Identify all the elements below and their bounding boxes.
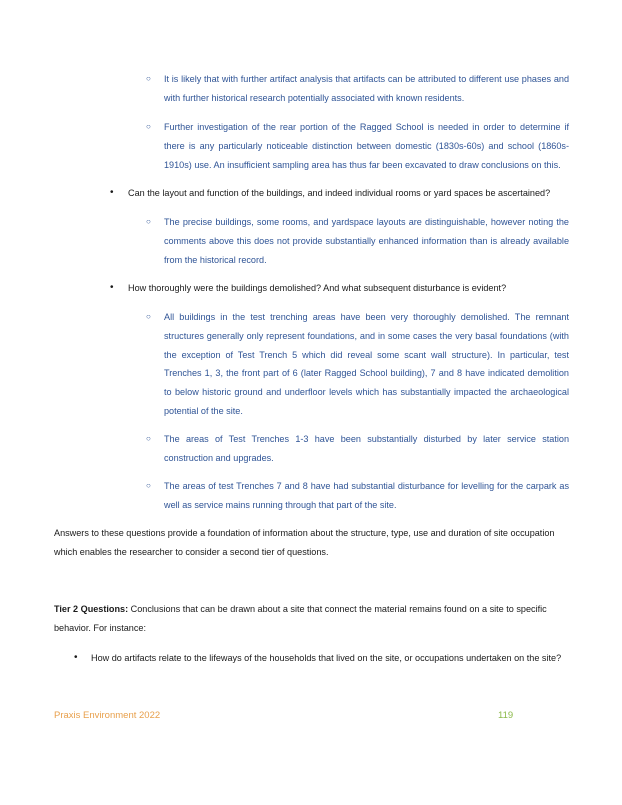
- sub-bullet-text: Further investigation of the rear portion of the Ragged School is needed in order to determine if there is any particularly noticeable distinction between domestic (1830s-60s) and school (1860s-1910s) use. An insufficient sampling area has thus far been excavated to draw conclusions on this.: [164, 122, 569, 170]
- question-bullet-text: How thoroughly were the buildings demolished? And what subsequent disturbance is evident?: [128, 283, 507, 293]
- circle-bullet-icon: ○: [146, 217, 151, 226]
- sub-bullet-text: The areas of Test Trenches 1-3 have been substantially disturbed by later service station construction and upgrades.: [164, 434, 569, 463]
- page-number: 119: [498, 710, 514, 721]
- dot-bullet-icon: •: [110, 187, 114, 198]
- tier2-paragraph: [54, 600, 569, 638]
- tier2-label: Tier 2 Questions:: [54, 604, 129, 614]
- summary-paragraph: Answers to these questions provide a foundation of information about the structure, type, use and duration of site occupation which enables the researcher to consider a second tier of questions.: [54, 528, 555, 557]
- dot-bullet-icon: •: [110, 282, 114, 293]
- circle-bullet-icon: ○: [146, 434, 151, 443]
- circle-bullet-icon: ○: [146, 122, 151, 131]
- tier2-bullet-text: How do artifacts relate to the lifeways of the households that lived on the site, or occupations undertaken on the site?: [91, 653, 562, 663]
- sub-bullet-text: All buildings in the test trenching areas have been very thoroughly demolished. The remnant structures generally only represent foundations, and in some cases the very basal foundations (with the exception of Test Trench 5 which did reveal some scant wall structure). In particular, test Trenches 1, 3, the front part of 6 (later Ragged School building), 7 and 8 have indicated demolition to below historic ground and underfloor levels which has substantially impacted the archaeological potential of the site.: [164, 312, 569, 416]
- circle-bullet-icon: ○: [146, 481, 151, 490]
- question-bullet-text: Can the layout and function of the buildings, and indeed individual rooms or yard spaces be ascertained?: [128, 188, 551, 198]
- sub-bullet-text: The precise buildings, some rooms, and yardspace layouts are distinguishable, however noting the comments above this does not provide substantially enhanced information than is already available from the historical record.: [164, 217, 569, 265]
- sub-bullet-text: The areas of test Trenches 7 and 8 have had substantial disturbance for levelling for the carpark as well as service mains running through that part of the site.: [164, 481, 569, 510]
- tier2-text: Conclusions that can be drawn about a site that connect the material remains found on a site to specific behavior. For instance:: [54, 604, 547, 633]
- dot-bullet-icon: •: [74, 652, 78, 663]
- sub-bullet-text: It is likely that with further artifact analysis that artifacts can be attributed to different use phases and with further historical research potentially associated with known residents.: [164, 74, 569, 103]
- circle-bullet-icon: ○: [146, 312, 151, 321]
- footer-publisher: Praxis Environment 2022: [54, 710, 161, 721]
- circle-bullet-icon: ○: [146, 74, 151, 83]
